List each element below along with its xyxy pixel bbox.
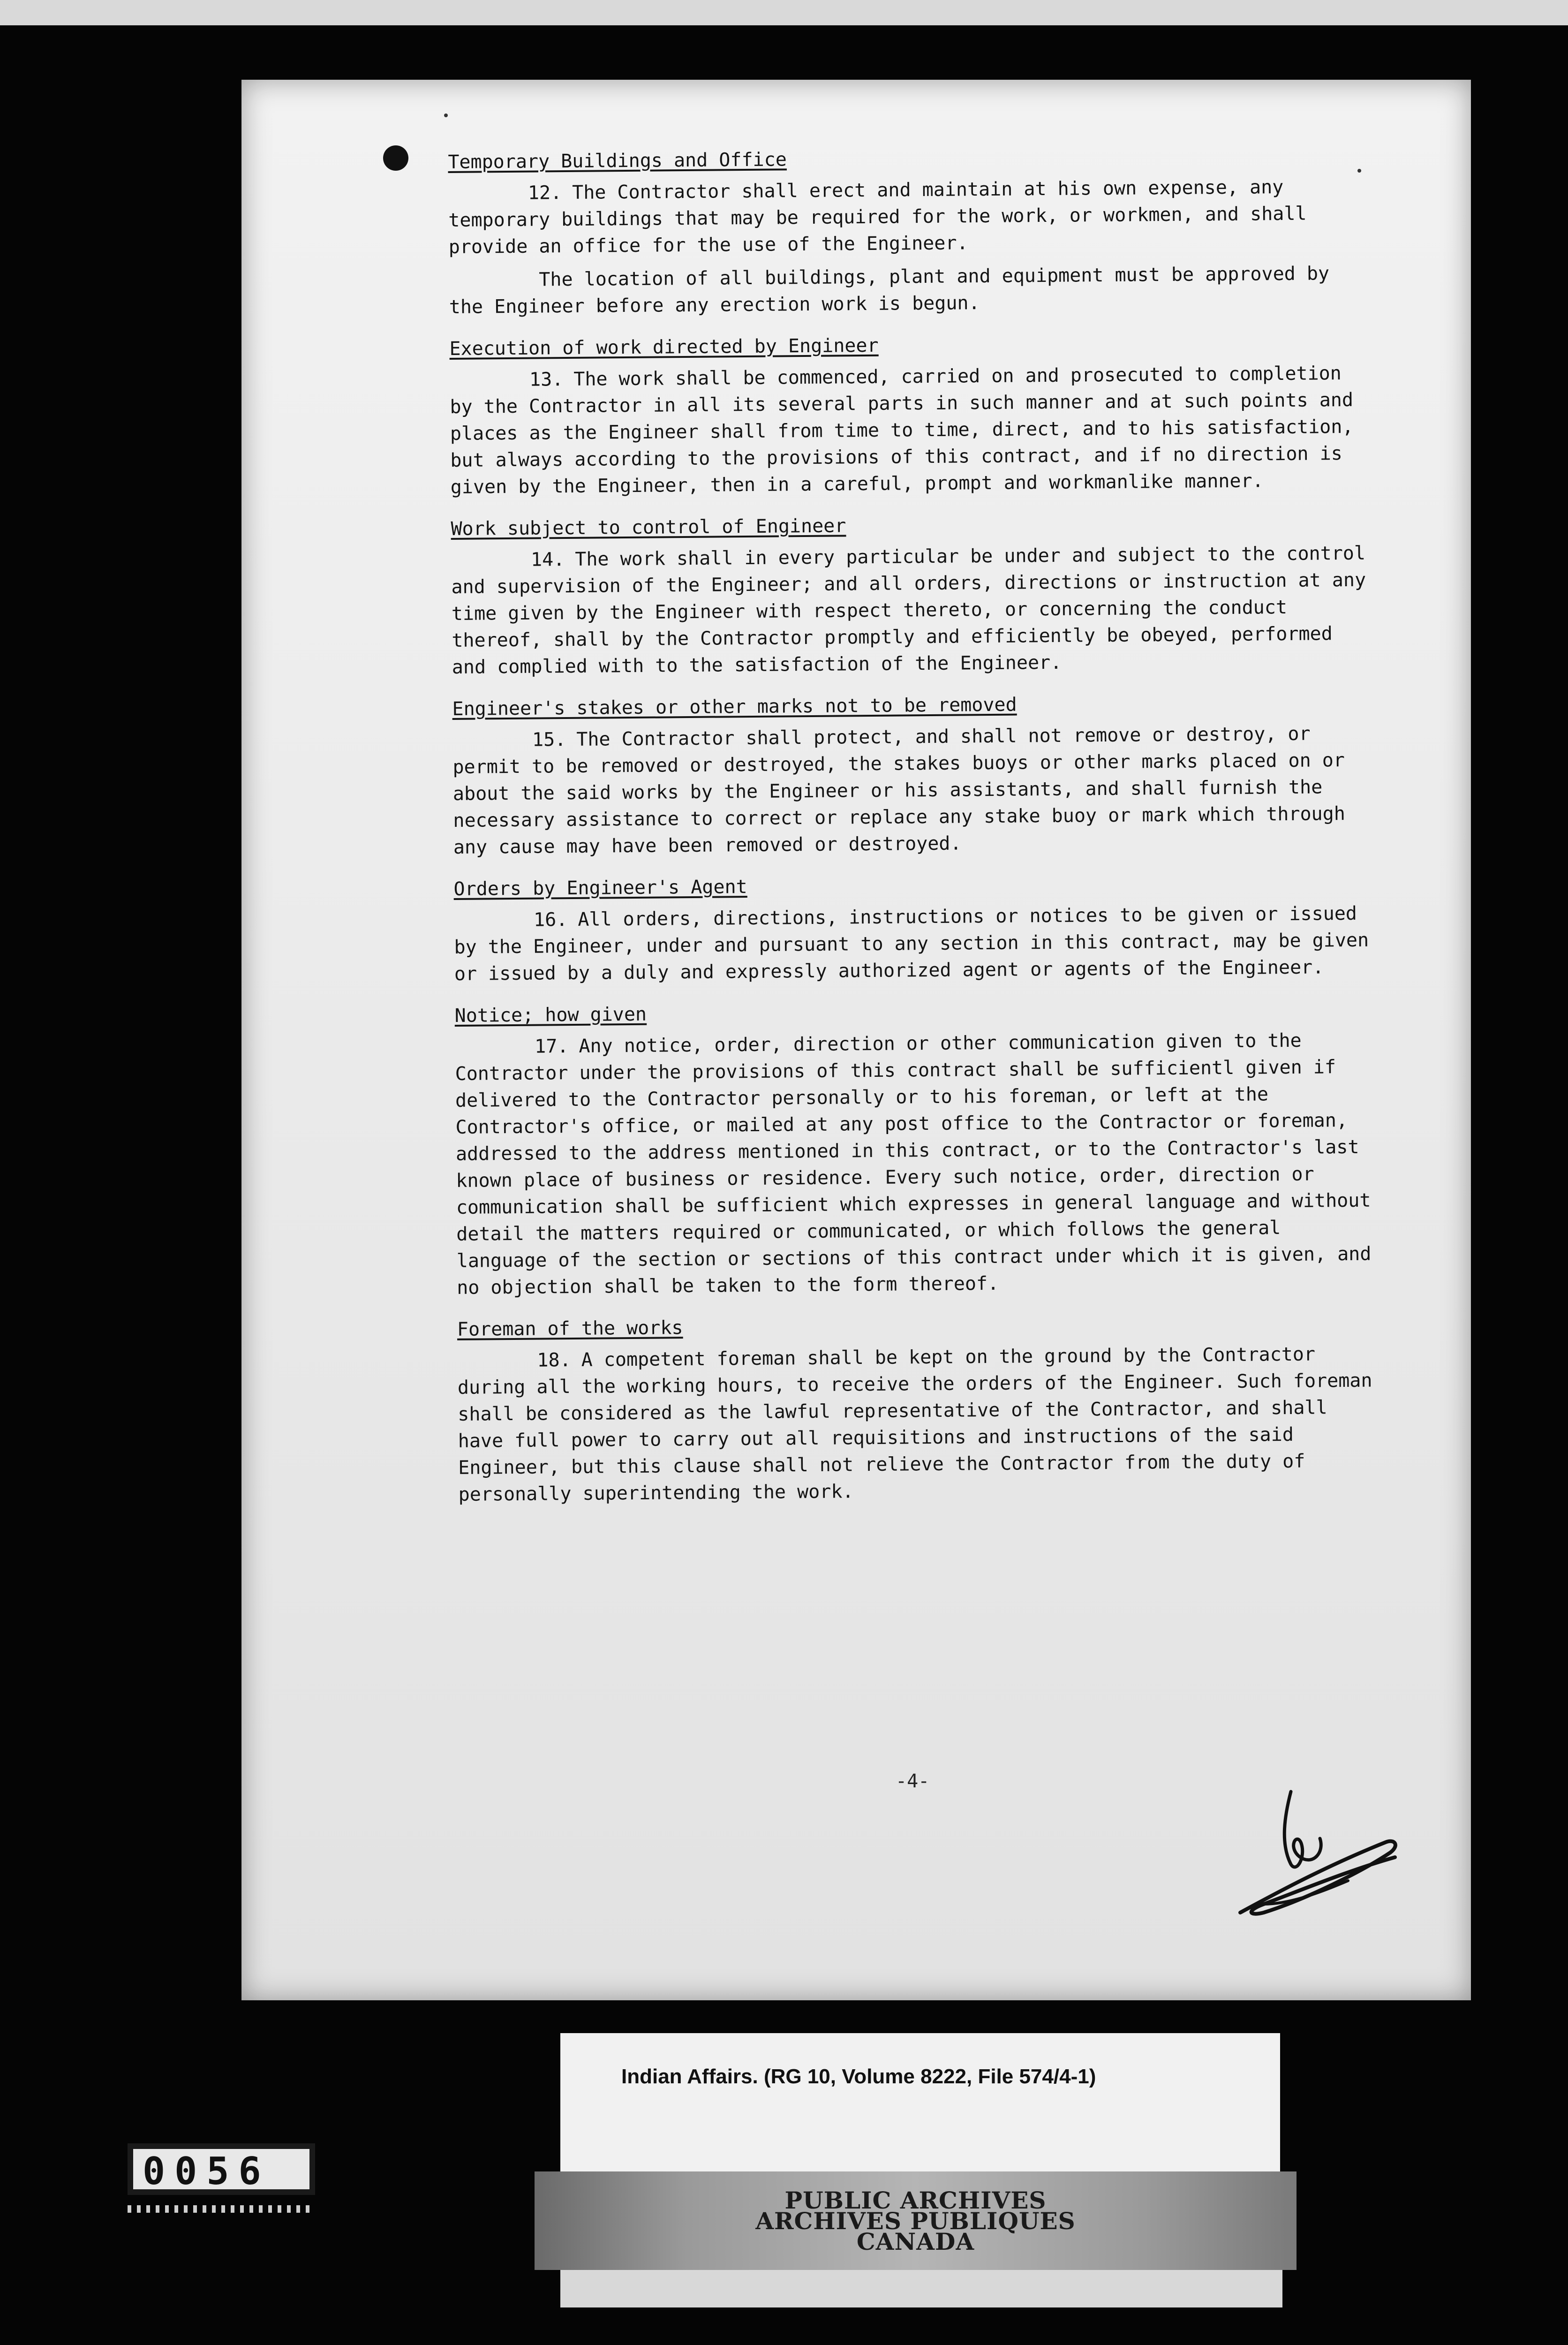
clause-paragraph <box>454 900 1373 988</box>
handwritten-initials <box>1236 1787 1404 1937</box>
clause-text: The work shall in every particular be under and subject to the control and supervision of the Engineer; and all orders, directions or instruction at any time given by the Engineer with respect thereto, or concerning the conduct thereof, shall by the Contractor promptly and efficiently be obeyed, performed and complied with to the satisfaction of the Engineer. <box>451 542 1366 678</box>
archive-stamp-line: PUBLIC ARCHIVES <box>784 2186 1047 2214</box>
archive-stamp-band <box>535 2171 1297 2270</box>
section-heading: Notice; how given <box>454 1003 647 1027</box>
section-heading: Foreman of the works <box>457 1317 683 1340</box>
film-sprockets <box>128 2205 315 2213</box>
source-label-card <box>560 2033 1280 2174</box>
clause-number: 15. <box>532 729 566 751</box>
clause-paragraph <box>455 1027 1376 1301</box>
frame-counter-box <box>133 2149 309 2193</box>
frame-counter <box>128 2143 315 2195</box>
document-page <box>241 80 1471 2000</box>
clause-text: All orders, directions, instructions or notices to be given or issued by the Engineer, under and pursuant to any section in this contract, may be given or issued by a duly and expressly authorized agent or agents of the Engineer. <box>454 902 1369 985</box>
clause-paragraph <box>449 260 1368 321</box>
clause-paragraph <box>448 174 1368 261</box>
clause-number: 13. <box>529 369 564 391</box>
section-heading: Execution of work directed by Engineer <box>449 334 879 360</box>
clause-paragraph <box>457 1341 1378 1508</box>
clause-text: The Contractor shall protect, and shall not remove or destroy, or permit to be removed or destroyed, the stakes buoys or other marks placed on or about the said works by the Engineer or his assistants, and shall furnish the necessary assistance to correct or replace any stake buoy or mark which through any cause may have been removed or destroyed. <box>452 723 1345 858</box>
clause-text: Any notice, order, direction or other communication given to the Contractor under the provisions of this contract shall be sufficientl given if delivered to the Contractor personally or to his foreman, or left at the Contractor's office, or mailed at any post office to the Contractor or foreman, addressed to the address mentioned in this contract, or to the Contractor's last known place of business or residence. Every such notice, order, direction or communication shall be sufficient which expresses in general language and without detail the matters required or communicated, or which follows the general language of the section or sections of this contract under which it is given, and no objection shall be taken to the form thereof. <box>455 1029 1372 1299</box>
page-number: -4- <box>896 1770 930 1792</box>
film-top-edge <box>0 0 1568 25</box>
clause-paragraph <box>451 540 1371 681</box>
clause-paragraph <box>452 720 1372 861</box>
clause-number: 14. <box>530 549 565 571</box>
punch-hole <box>383 145 408 171</box>
archive-tape <box>560 2270 1282 2307</box>
section-heading: Engineer's stakes or other marks not to be removed <box>452 694 1017 720</box>
clause-text: A competent foreman shall be kept on the ground by the Contractor during all the working hours, to receive the orders of the Engineer. Such foreman shall be considered as the lawful representative of the Contractor, and shall have full power to carry out all requisitions and instructions of the said Engineer, but this clause shall not relieve the Contractor from the duty of personally superintending the work. <box>457 1343 1372 1505</box>
section-heading: Work subject to control of Engineer <box>451 515 846 540</box>
section-heading: Orders by Engineer's Agent <box>453 876 747 900</box>
source-citation: Indian Affairs. (RG 10, Volume 8222, File 574/4-1) <box>621 2065 1096 2088</box>
section-heading: Temporary Buildings and Office <box>448 149 787 173</box>
document-body <box>448 134 1378 1515</box>
clause-number: 18. <box>537 1349 571 1371</box>
archive-stamp-line: CANADA <box>856 2228 975 2255</box>
archive-stamp <box>535 2186 1297 2255</box>
speck <box>444 113 448 117</box>
clause-text: The Contractor shall erect and maintain at his own expense, any temporary buildings that may be required for the work, or workmen, and shall provide an office for the use of the Engineer. <box>448 176 1307 258</box>
archive-stamp-line: ARCHIVES PUBLIQUES <box>755 2207 1076 2235</box>
clause-paragraph <box>450 360 1370 501</box>
clause-number: 16. <box>533 909 568 931</box>
clause-number: 17. <box>534 1036 569 1058</box>
clause-text: The work shall be commenced, carried on and prosecuted to completion by the Contractor in all its several parts in such manner and at such points and places as the Engineer shall from time to time, direct, and to his satisfaction, but always according to the provisions of this contract, and if no direction is given by the Engineer, then in a careful, prompt and workmanlike manner. <box>450 363 1354 498</box>
clause-text: The location of all buildings, plant and equipment must be approved by the Engineer before any erection work is begun. <box>449 263 1330 318</box>
clause-number: 12. <box>528 182 562 204</box>
frame-number: 0056 <box>143 2149 271 2193</box>
